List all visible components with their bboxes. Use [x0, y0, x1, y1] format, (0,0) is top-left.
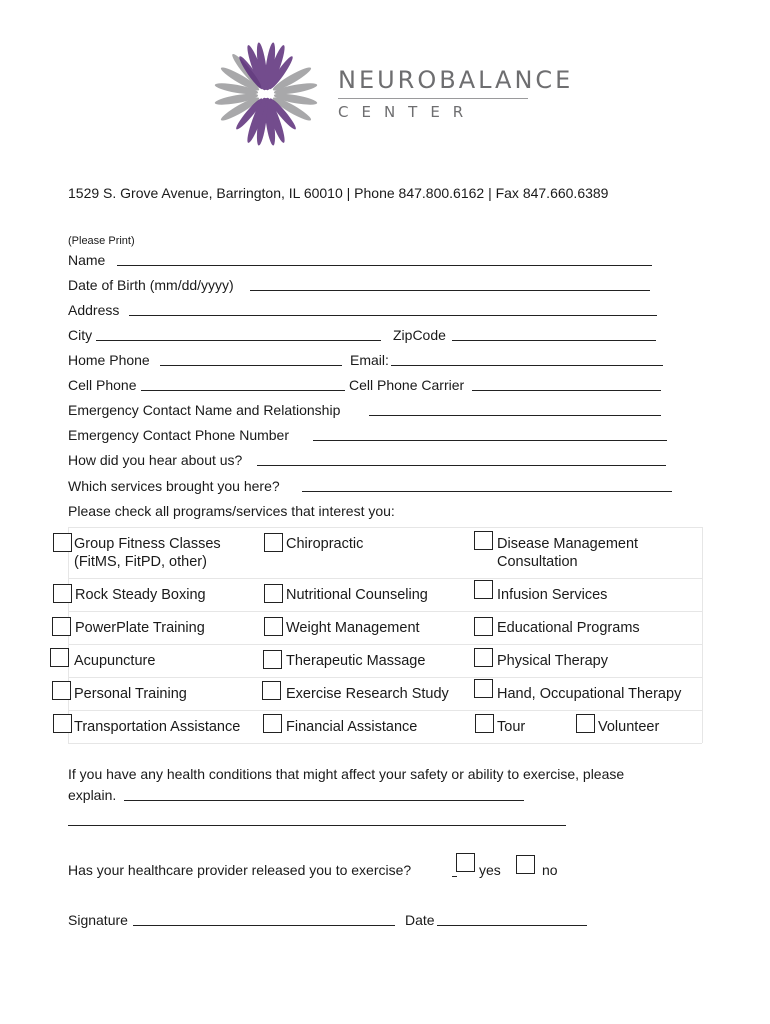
checkbox-educational-programs[interactable]	[474, 617, 493, 636]
dob-label: Date of Birth (mm/dd/yyyy)	[68, 277, 234, 293]
address-label: Address	[68, 302, 120, 318]
option-infusion-services: Infusion Services	[497, 587, 608, 603]
services-brought-label: Which services brought you here?	[68, 478, 280, 494]
address-field[interactable]	[129, 315, 657, 316]
email-field[interactable]	[391, 365, 663, 366]
logo-name-line2: CENTER	[338, 103, 477, 121]
option-nutritional-counseling: Nutritional Counseling	[286, 587, 428, 603]
checkbox-disease-management[interactable]	[474, 531, 493, 550]
logo-name-line1: NEUROBALANCE	[338, 66, 574, 94]
checkbox-acupuncture[interactable]	[50, 648, 69, 667]
checkbox-group-fitness[interactable]	[53, 533, 72, 552]
option-exercise-research: Exercise Research Study	[286, 686, 449, 702]
email-label: Email:	[350, 352, 389, 368]
checkbox-release-yes[interactable]	[456, 853, 475, 872]
cell-carrier-field[interactable]	[472, 390, 661, 391]
zip-label: ZipCode	[393, 327, 446, 343]
checkbox-transportation[interactable]	[53, 714, 72, 733]
option-educational-programs: Educational Programs	[497, 620, 640, 636]
checkbox-nutritional-counseling[interactable]	[264, 584, 283, 603]
signature-label: Signature	[68, 912, 128, 928]
checkbox-volunteer[interactable]	[576, 714, 595, 733]
dob-field[interactable]	[250, 290, 650, 291]
option-disease-management-detail: Consultation	[497, 554, 578, 570]
option-personal-training: Personal Training	[74, 686, 187, 702]
logo-divider	[338, 98, 528, 99]
health-explain-field-line2[interactable]	[68, 825, 566, 826]
release-underline	[452, 876, 457, 877]
checkbox-powerplate[interactable]	[52, 617, 71, 636]
name-field[interactable]	[117, 265, 652, 266]
programs-prompt: Please check all programs/services that interest you:	[68, 503, 395, 519]
neurobalance-logo-mark-icon	[212, 42, 320, 146]
address-line: 1529 S. Grove Avenue, Barrington, IL 60010 | Phone 847.800.6162 | Fax 847.660.6389	[68, 185, 609, 201]
option-disease-management: Disease Management	[497, 536, 639, 552]
health-explain-field[interactable]	[124, 800, 524, 801]
checkbox-weight-management[interactable]	[264, 617, 283, 636]
date-label: Date	[405, 912, 435, 928]
health-question-line2: explain.	[68, 787, 117, 803]
please-print-note: (Please Print)	[68, 235, 135, 247]
option-acupuncture: Acupuncture	[74, 653, 156, 669]
hear-about-field[interactable]	[257, 465, 666, 466]
cell-phone-label: Cell Phone	[68, 377, 137, 393]
home-phone-label: Home Phone	[68, 352, 150, 368]
home-phone-field[interactable]	[160, 365, 342, 366]
checkbox-rock-steady-boxing[interactable]	[53, 584, 72, 603]
option-transportation: Transportation Assistance	[74, 719, 241, 735]
release-yes-label: yes	[479, 862, 501, 878]
city-field[interactable]	[96, 340, 381, 341]
cell-carrier-label: Cell Phone Carrier	[349, 377, 465, 393]
option-powerplate: PowerPlate Training	[75, 620, 205, 636]
option-physical-therapy: Physical Therapy	[497, 653, 608, 669]
name-label: Name	[68, 252, 106, 268]
hear-about-label: How did you hear about us?	[68, 452, 243, 468]
checkbox-exercise-research[interactable]	[262, 681, 281, 700]
option-group-fitness-detail: (FitMS, FitPD, other)	[74, 554, 207, 570]
checkbox-physical-therapy[interactable]	[474, 648, 493, 667]
services-brought-field[interactable]	[302, 491, 672, 492]
health-question-line1: If you have any health conditions that might affect your safety or ability to exercise, please	[68, 766, 625, 782]
checkbox-therapeutic-massage[interactable]	[263, 650, 282, 669]
option-hand-occupational-therapy: Hand, Occupational Therapy	[497, 686, 682, 702]
option-therapeutic-massage: Therapeutic Massage	[286, 653, 426, 669]
release-question: Has your healthcare provider released you to exercise?	[68, 862, 412, 878]
emergency-name-label: Emergency Contact Name and Relationship	[68, 402, 341, 418]
checkbox-personal-training[interactable]	[52, 681, 71, 700]
checkbox-tour[interactable]	[475, 714, 494, 733]
emergency-phone-field[interactable]	[313, 440, 667, 441]
option-financial-assistance: Financial Assistance	[286, 719, 418, 735]
option-tour: Tour	[497, 719, 526, 735]
checkbox-release-no[interactable]	[516, 855, 535, 874]
checkbox-hand-occupational-therapy[interactable]	[474, 679, 493, 698]
city-label: City	[68, 327, 93, 343]
checkbox-infusion-services[interactable]	[474, 580, 493, 599]
option-weight-management: Weight Management	[286, 620, 420, 636]
date-field[interactable]	[437, 925, 587, 926]
option-group-fitness: Group Fitness Classes	[74, 536, 221, 552]
option-chiropractic: Chiropractic	[286, 536, 364, 552]
checkbox-chiropractic[interactable]	[264, 533, 283, 552]
signature-field[interactable]	[133, 925, 395, 926]
zip-field[interactable]	[452, 340, 656, 341]
emergency-name-field[interactable]	[369, 415, 661, 416]
emergency-phone-label: Emergency Contact Phone Number	[68, 427, 289, 443]
option-rock-steady-boxing: Rock Steady Boxing	[75, 587, 206, 603]
option-volunteer: Volunteer	[598, 719, 660, 735]
checkbox-financial-assistance[interactable]	[263, 714, 282, 733]
release-no-label: no	[542, 862, 558, 878]
cell-phone-field[interactable]	[141, 390, 345, 391]
